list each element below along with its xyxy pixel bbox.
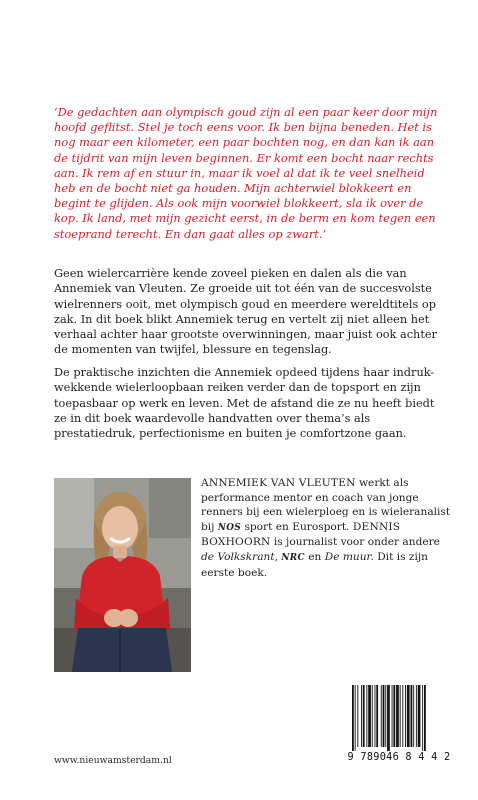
nos-logo-text: NOS	[217, 522, 242, 533]
bio-end-text: Dit is zijn eerste boek.	[201, 550, 428, 579]
barcode-bar	[400, 685, 401, 747]
barcode-bars	[352, 685, 446, 751]
isbn-barcode	[346, 683, 452, 769]
barcode-bar	[402, 685, 403, 747]
barcode-bar	[413, 685, 414, 747]
barcode-bar	[387, 685, 390, 751]
barcode-bar	[363, 685, 365, 747]
blurb-paragraph-2: De praktische inzichten die Annemiek opdeed tijdens haar indruk-wekkende wielerloopbaan reiken verder dan de topsport en zijn toepasbaar op werk en leven. Met de afstand die ze nu heeft biedt ze in dit boek waardevolle handvatten over thema’s als prestatiedruk, perfectionisme en buiten je comfortzone gaan.	[54, 366, 435, 441]
author2-name: DENNIS BOXHOORN	[201, 520, 401, 549]
publication-de-muur: De muur.	[324, 550, 374, 563]
barcode-bar	[357, 685, 358, 747]
barcode-bar	[418, 685, 421, 747]
blurb-paragraph-1: Geen wielercarrière kende zoveel pieken en dalen als die van Annemiek van Vleuten. Ze groeide uit tot één van de succesvolste wielrenners ooit, met olympisch goud en meerdere wereldtitels op zak. In dit boek blikt Annemiek terug en vertelt zij niet alleen het verhaal achter haar grootste overwinningen, maar juist ook achter de momenten van twijfel, blessure en tegenslag.	[54, 267, 437, 357]
barcode-bar	[375, 685, 376, 747]
barcode-bar	[376, 685, 378, 747]
publisher-website: www.nieuwamsterdam.nl	[54, 755, 172, 766]
barcode-bar	[416, 685, 417, 747]
barcode-bar	[383, 685, 385, 747]
barcode-bar	[372, 685, 373, 747]
barcode-bar	[407, 685, 410, 747]
barcode-bar	[361, 685, 362, 747]
bio-mid-text: sport en Eurosport.	[241, 520, 353, 533]
barcode-bar	[368, 685, 371, 747]
barcode-bar	[392, 685, 393, 747]
author2-text: is journalist voor onder andere	[270, 536, 440, 549]
barcode-bar	[355, 685, 356, 751]
bio-and: en	[304, 550, 325, 563]
barcode-bar	[393, 685, 395, 747]
author-photo-illustration	[54, 478, 191, 672]
barcode-bar	[385, 685, 386, 747]
publication-nrc: NRC	[281, 552, 305, 563]
author-bio	[201, 476, 453, 580]
barcode-bar	[411, 685, 413, 747]
barcode-bar	[381, 685, 382, 747]
barcode-bar	[396, 685, 399, 747]
barcode-bar	[352, 685, 354, 751]
author1-name: ANNEMIEK VAN VLEUTEN	[201, 477, 356, 489]
author-photo	[54, 478, 191, 672]
barcode-bar	[405, 685, 406, 747]
barcode-bar	[366, 685, 367, 747]
barcode-bar	[424, 685, 426, 751]
barcode-bar	[422, 685, 423, 751]
author1-text: werkt als performance mentor en coach van jonge renners bij een wielerploeg en is wieleranalist bij	[201, 477, 451, 533]
back-cover-quote: ‘De gedachten aan olympisch goud zijn al een paar keer door mijn hoofd geflitst. Stel je toch eens voor. Ik ben bijna beneden. Het is nog maar een kilometer, een paar bochten nog, en dan kan ik aan de tijdrit van mijn leven beginnen. Er komt een bocht naar rechts aan. Ik rem af en stuur in, maar ik voel al dat ik te veel snelheid heb en de bocht niet ga houden. Mijn achterwiel blokkeert en begint te glijden. Als ook mijn voorwiel blokkeert, sla ik over de kop. Ik land, met mijn gezicht eerst, in de berm en kom tegen een stoeprand terecht. En dan gaat alles op zwart.’	[54, 105, 438, 241]
publication-volkskrant: de Volkskrant,	[201, 550, 278, 563]
isbn-number: 9 789046 8 4 4 2	[347, 752, 451, 763]
